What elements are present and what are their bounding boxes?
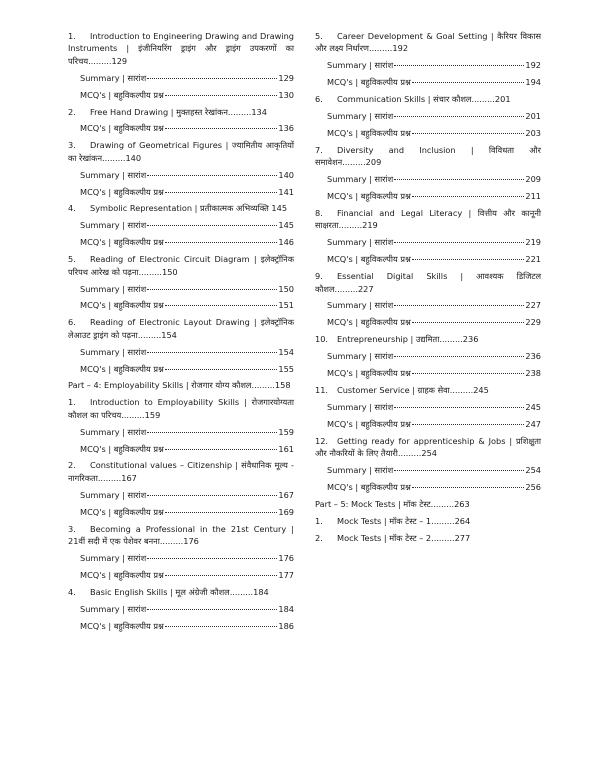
chapter-title: Becoming a Professional in the 21st Century | 21वीं सदी में एक पेशेवर बनना: [68, 523, 294, 546]
toc-subentry-label: MCQ's | बहुविकल्पीय प्रश्न: [80, 123, 164, 134]
chapter-number: 2.: [68, 106, 76, 117]
chapter-title: Customer Service | ग्राहक सेवा: [337, 384, 450, 395]
page-number: 184: [278, 603, 294, 614]
chapter-title: Free Hand Drawing | मुक्तहस्त रेखांकन: [90, 106, 228, 117]
dot-leader: [412, 259, 525, 260]
dot-leader: .........: [159, 536, 184, 546]
chapter-number: 7.: [315, 144, 323, 155]
dot-leader: [394, 470, 524, 471]
page-number: 176: [183, 536, 199, 546]
toc-chapter-entry[interactable]: [68, 523, 294, 548]
toc-subentry-label: Summary | सारांश: [327, 111, 394, 122]
page-number: 129: [278, 72, 294, 83]
page-number: 140: [125, 152, 142, 163]
chapter-number: 5.: [315, 31, 323, 41]
dot-leader: [165, 369, 278, 370]
page-number: 145: [278, 220, 294, 231]
toc-chapter-entry[interactable]: [315, 435, 541, 460]
toc-subentry-label: Summary | सारांश: [80, 346, 147, 357]
dot-leader: [412, 424, 525, 425]
dot-leader: .........: [251, 380, 275, 391]
dot-leader: .........: [430, 498, 455, 509]
chapter-number: 2.: [68, 460, 76, 471]
chapter-number: 4.: [68, 586, 76, 597]
toc-part-heading[interactable]: [315, 498, 541, 510]
dot-leader: .........: [138, 266, 162, 277]
toc-subentry[interactable]: [327, 350, 541, 362]
toc-chapter-entry[interactable]: [315, 30, 541, 55]
toc-subentry-label: Summary | सारांश: [327, 401, 394, 412]
toc-subentry[interactable]: [80, 552, 294, 564]
page-number: 221: [525, 254, 541, 265]
page-number: 141: [278, 186, 294, 197]
toc-part-heading[interactable]: [68, 379, 294, 391]
chapter-title: Mock Tests | मॉक टेस्ट – 2: [337, 532, 432, 543]
chapter-number: 4.: [68, 203, 76, 214]
toc-subentry-label: MCQ's | बहुविकल्पीय प्रश्न: [327, 127, 411, 138]
toc-subentry[interactable]: [327, 127, 541, 139]
dot-leader: [165, 192, 278, 193]
page-number: 245: [525, 401, 541, 412]
toc-subentry[interactable]: [327, 367, 541, 379]
dot-leader: .........: [88, 55, 112, 66]
chapter-title: Constitutional values – Citizenship | संवैधानिक मूल्य - नागरिकता: [68, 460, 294, 483]
page-number: 186: [278, 620, 294, 631]
toc-subentry[interactable]: [80, 186, 294, 198]
dot-leader: [147, 558, 277, 559]
page-number: 256: [525, 481, 541, 492]
chapter-title: Communication Skills | संचार कौशल: [337, 94, 472, 105]
toc-subentry[interactable]: [327, 418, 541, 430]
page-number: 134: [251, 106, 267, 117]
dot-leader: .........: [338, 220, 363, 231]
toc-subentry[interactable]: [80, 219, 294, 231]
chapter-title: Introduction to Employability Skills | रोजगारयोग्यता कौशल का परिचय: [68, 397, 294, 420]
toc-subentry[interactable]: [327, 481, 541, 493]
dot-leader: [412, 196, 525, 197]
toc-subentry[interactable]: [80, 72, 294, 84]
toc-subentry-label: Summary | सारांश: [327, 300, 394, 311]
page-number: 154: [278, 346, 294, 357]
page-number: 245: [473, 384, 489, 395]
dot-leader: [412, 82, 525, 83]
toc-subentry[interactable]: [80, 620, 294, 632]
chapter-number: 8.: [315, 207, 323, 218]
page-number: 136: [278, 123, 294, 134]
dot-leader: [147, 432, 277, 433]
dot-leader: [165, 512, 278, 513]
dot-leader: .........: [121, 409, 145, 420]
toc-chapter-entry[interactable]: [315, 93, 541, 105]
chapter-number: 5.: [68, 254, 76, 265]
toc-chapter-entry[interactable]: [315, 515, 541, 527]
toc-subentry[interactable]: [80, 169, 294, 181]
toc-subentry-label: MCQ's | बहुविकल्पीय प्रश्न: [80, 443, 164, 454]
dot-leader: [394, 65, 524, 66]
page-number: 192: [525, 60, 541, 71]
dot-leader: [147, 352, 277, 353]
dot-leader: [147, 78, 277, 79]
page-number: 154: [161, 329, 177, 340]
toc-chapter-entry[interactable]: [68, 139, 294, 164]
chapter-number: 11.: [315, 384, 329, 395]
page-number: 177: [278, 569, 294, 580]
toc-chapter-entry[interactable]: [315, 144, 541, 169]
dot-leader: [165, 575, 278, 576]
toc-chapter-entry[interactable]: [68, 396, 294, 421]
page-number: 238: [525, 368, 541, 379]
page-number: 129: [111, 55, 128, 66]
dot-leader: .........: [227, 106, 252, 117]
chapter-number: 9.: [315, 271, 323, 282]
toc-subentry[interactable]: [80, 603, 294, 615]
dot-leader: .........: [334, 283, 358, 294]
page-number: 192: [392, 43, 409, 54]
page-number: 159: [278, 426, 294, 437]
dot-leader: .........: [449, 384, 474, 395]
page-number: 150: [162, 266, 178, 277]
toc-subentry-label: Summary | सारांश: [327, 237, 394, 248]
page-number: 130: [278, 89, 294, 100]
toc-chapter-entry[interactable]: [68, 106, 294, 118]
toc-subentry-label: MCQ's | बहुविकल्पीय प्रश्न: [327, 191, 411, 202]
page-number: 229: [525, 317, 541, 328]
chapter-number: 10.: [315, 334, 329, 345]
page-number: 203: [525, 127, 541, 138]
dot-leader: [165, 242, 278, 243]
toc-subentry[interactable]: [327, 236, 541, 248]
toc-subentry[interactable]: [327, 110, 541, 122]
page-number: 227: [525, 300, 541, 311]
chapter-title: Reading of Electronic Circuit Diagram | इलेक्ट्रॉनिक परिपथ आरेख को पढ़ना: [68, 254, 294, 277]
dot-leader: .........: [102, 152, 126, 163]
page-number: 161: [278, 443, 294, 454]
chapter-title: Getting ready for apprenticeship & Jobs | प्रशिक्षुता और नौकरियों के लिए तैयारी: [315, 435, 541, 459]
page-number: 227: [357, 283, 374, 294]
toc-subentry-label: MCQ's | बहुविकल्पीय प्रश्न: [80, 186, 164, 197]
dot-leader: [412, 373, 525, 374]
page-number: 176: [278, 552, 294, 563]
toc-column-right: [315, 30, 541, 549]
chapter-number: 3.: [68, 523, 76, 534]
dot-leader: [412, 133, 525, 134]
toc-subentry[interactable]: [80, 569, 294, 581]
toc-subentry[interactable]: [80, 299, 294, 311]
dot-leader: .........: [368, 43, 393, 54]
toc-subentry[interactable]: [80, 122, 294, 134]
chapter-title: Drawing of Geometrical Figures | ज्यामितीय आकृतियों का रेखांकन: [68, 140, 294, 163]
toc-subentry-label: Summary | सारांश: [80, 603, 147, 614]
toc-subentry-label: MCQ's | बहुविकल्पीय प्रश्न: [327, 368, 411, 379]
toc-subentry[interactable]: [80, 236, 294, 248]
page-number: 194: [525, 77, 541, 88]
toc-chapter-entry[interactable]: [68, 316, 294, 341]
toc-subentry-label: Summary | सारांश: [80, 489, 147, 500]
toc-chapter-entry[interactable]: [68, 30, 294, 67]
chapter-title: Mock Tests | मॉक टेस्ट – 1: [337, 515, 432, 526]
toc-chapter-entry[interactable]: [68, 459, 294, 484]
page-number: 236: [462, 334, 479, 345]
dot-leader: [394, 116, 524, 117]
toc-subentry[interactable]: [327, 76, 541, 88]
page-number: 219: [362, 220, 378, 231]
toc-subentry-label: Summary | सारांश: [327, 464, 394, 475]
dot-leader: [412, 487, 525, 488]
toc-subentry-label: MCQ's | बहुविकल्पीय प्रश्न: [80, 89, 164, 100]
dot-leader: [394, 356, 524, 357]
toc-subentry[interactable]: [80, 89, 294, 101]
toc-subentry-label: MCQ's | बहुविकल्पीय प्रश्न: [80, 237, 164, 248]
dot-leader: [165, 128, 278, 129]
toc-subentry-label: MCQ's | बहुविकल्पीय प्रश्न: [327, 481, 411, 492]
toc-chapter-entry[interactable]: [68, 253, 294, 278]
page-number: 150: [278, 283, 294, 294]
chapter-number: 1.: [315, 515, 323, 526]
toc-subentry[interactable]: [80, 283, 294, 295]
toc-subentry-label: Summary | सारांश: [80, 426, 147, 437]
chapter-number: 1.: [68, 31, 76, 41]
dot-leader: [165, 305, 278, 306]
toc-subentry-label: MCQ's | बहुविकल्पीय प्रश्न: [327, 254, 411, 265]
toc-subentry-label: Summary | सारांश: [327, 60, 394, 71]
toc-subentry-label: MCQ's | बहुविकल्पीय प्रश्न: [80, 363, 164, 374]
toc-subentry[interactable]: [327, 464, 541, 476]
page-number: 169: [278, 506, 294, 517]
toc-subentry[interactable]: [327, 190, 541, 202]
dot-leader: [394, 242, 524, 243]
toc-subentry[interactable]: [327, 253, 541, 265]
toc-subentry-label: MCQ's | बहुविकल्पीय प्रश्न: [327, 77, 411, 88]
page-number: 209: [525, 174, 541, 185]
dot-leader: [147, 175, 277, 176]
dot-leader: [394, 179, 524, 180]
page-number: 146: [278, 237, 294, 248]
dot-leader: [147, 225, 277, 226]
toc-chapter-entry[interactable]: [68, 586, 294, 598]
page-number: 158: [274, 380, 291, 391]
page-number: 254: [525, 464, 541, 475]
toc-subentry-label: MCQ's | बहुविकल्पीय प्रश्न: [80, 569, 164, 580]
page-number: 209: [365, 157, 382, 168]
toc-chapter-entry[interactable]: [315, 207, 541, 232]
page-number: 247: [525, 418, 541, 429]
toc-subentry[interactable]: [80, 506, 294, 518]
toc-subentry[interactable]: [80, 363, 294, 375]
chapter-number: 3.: [68, 140, 76, 151]
dot-leader: [394, 407, 524, 408]
dot-leader: .........: [431, 532, 455, 543]
toc-chapter-entry[interactable]: [68, 202, 294, 214]
toc-subentry-label: Summary | सारांश: [80, 220, 147, 231]
page-number: 236: [525, 351, 541, 362]
chapter-title: Diversity and Inclusion | विविधता और समावेशन: [315, 144, 541, 168]
toc-chapter-entry[interactable]: [315, 384, 541, 396]
dot-leader: [147, 609, 277, 610]
dot-leader: [147, 495, 277, 496]
toc-subentry-label: Summary | सारांश: [80, 552, 147, 563]
dot-leader: .........: [439, 334, 463, 345]
chapter-title: Reading of Electronic Layout Drawing | इलेक्ट्रॉनिक लेआउट ड्राइंग को पढ़ना: [68, 317, 294, 340]
toc-subentry-label: MCQ's | बहुविकल्पीय प्रश्न: [80, 620, 164, 631]
toc-subentry-label: Summary | सारांश: [80, 72, 147, 83]
part-title: Part – 5: Mock Tests | मॉक टेस्ट: [315, 498, 431, 509]
toc-chapter-entry[interactable]: [315, 532, 541, 544]
dot-leader: [165, 95, 278, 96]
dot-leader: .........: [397, 448, 422, 459]
toc-subentry[interactable]: [80, 426, 294, 438]
page-number: 277: [454, 532, 471, 543]
toc-subentry[interactable]: [80, 443, 294, 455]
chapter-number: 12.: [315, 435, 329, 446]
chapter-number: 2.: [315, 532, 323, 543]
page-number: 211: [525, 191, 541, 202]
toc-subentry-label: MCQ's | बहुविकल्पीय प्रश्न: [80, 300, 164, 311]
page-number: 201: [494, 94, 511, 105]
page-number: 151: [278, 300, 294, 311]
page-number: 159: [144, 409, 161, 420]
page-number: 184: [253, 586, 269, 597]
toc-subentry[interactable]: [327, 401, 541, 413]
page-number: 201: [525, 111, 541, 122]
toc-subentry-label: MCQ's | बहुविकल्पीय प्रश्न: [80, 506, 164, 517]
page-number: 155: [278, 363, 294, 374]
chapter-number: 1.: [68, 397, 76, 408]
dot-leader: [165, 449, 278, 450]
chapter-title: Introduction to Engineering Drawing and Drawing Instruments | इंजीनियरिंग ड्राइंग और ड्राइंग उपकरणों का परिचय: [68, 31, 294, 66]
dot-leader: .........: [229, 586, 254, 597]
page-number: 167: [278, 489, 294, 500]
toc-chapter-entry[interactable]: [315, 270, 541, 295]
page-number: 140: [278, 169, 294, 180]
chapter-title: Basic English Skills | मूल अंग्रेजी कौशल: [90, 586, 230, 597]
toc-subentry[interactable]: [80, 489, 294, 501]
dot-leader: [165, 626, 278, 627]
dot-leader: .........: [137, 329, 162, 340]
toc-subentry-label: Summary | सारांश: [80, 169, 147, 180]
toc-column-left: [68, 30, 294, 636]
dot-leader: .........: [471, 94, 495, 105]
dot-leader: .........: [342, 157, 366, 168]
toc-subentry[interactable]: [327, 173, 541, 185]
chapter-number: 6.: [315, 94, 323, 105]
dot-leader: [147, 289, 277, 290]
dot-leader: .........: [431, 515, 455, 526]
chapter-title: Essential Digital Skills | आवश्यक डिजिटल कौशल: [315, 271, 541, 294]
toc-subentry[interactable]: [327, 316, 541, 328]
toc-subentry-label: MCQ's | बहुविकल्पीय प्रश्न: [327, 317, 411, 328]
toc-subentry[interactable]: [80, 346, 294, 358]
toc-subentry-label: MCQ's | बहुविकल्पीय प्रश्न: [327, 418, 411, 429]
page-number: 219: [525, 237, 541, 248]
dot-leader: [394, 305, 524, 306]
dot-leader: .........: [97, 472, 122, 483]
toc-subentry-label: Summary | सारांश: [327, 174, 394, 185]
toc-subentry[interactable]: [327, 299, 541, 311]
chapter-title: Financial and Legal Literacy | वित्तीय और कानूनी साक्षरता: [315, 207, 541, 231]
chapter-title: Entrepreneurship | उद्यमिता: [337, 334, 440, 345]
toc-chapter-entry[interactable]: [315, 333, 541, 345]
chapter-title: Symbolic Representation | प्रतीकात्मक अभिव्यक्ति 145: [90, 203, 288, 214]
part-title: Part – 4: Employability Skills | रोजगार योग्य कौशल: [68, 380, 252, 391]
toc-subentry[interactable]: [327, 59, 541, 71]
page-number: 264: [454, 515, 471, 526]
page-number: 263: [454, 498, 470, 509]
page-number: 167: [121, 472, 137, 483]
chapter-number: 6.: [68, 317, 76, 328]
chapter-title: Career Development & Goal Setting | कैरियर विकास और लक्ष्य निर्धारण: [315, 31, 541, 54]
page-number: 254: [421, 448, 437, 459]
dot-leader: [412, 322, 525, 323]
toc-subentry-label: Summary | सारांश: [327, 351, 394, 362]
toc-subentry-label: Summary | सारांश: [80, 283, 147, 294]
